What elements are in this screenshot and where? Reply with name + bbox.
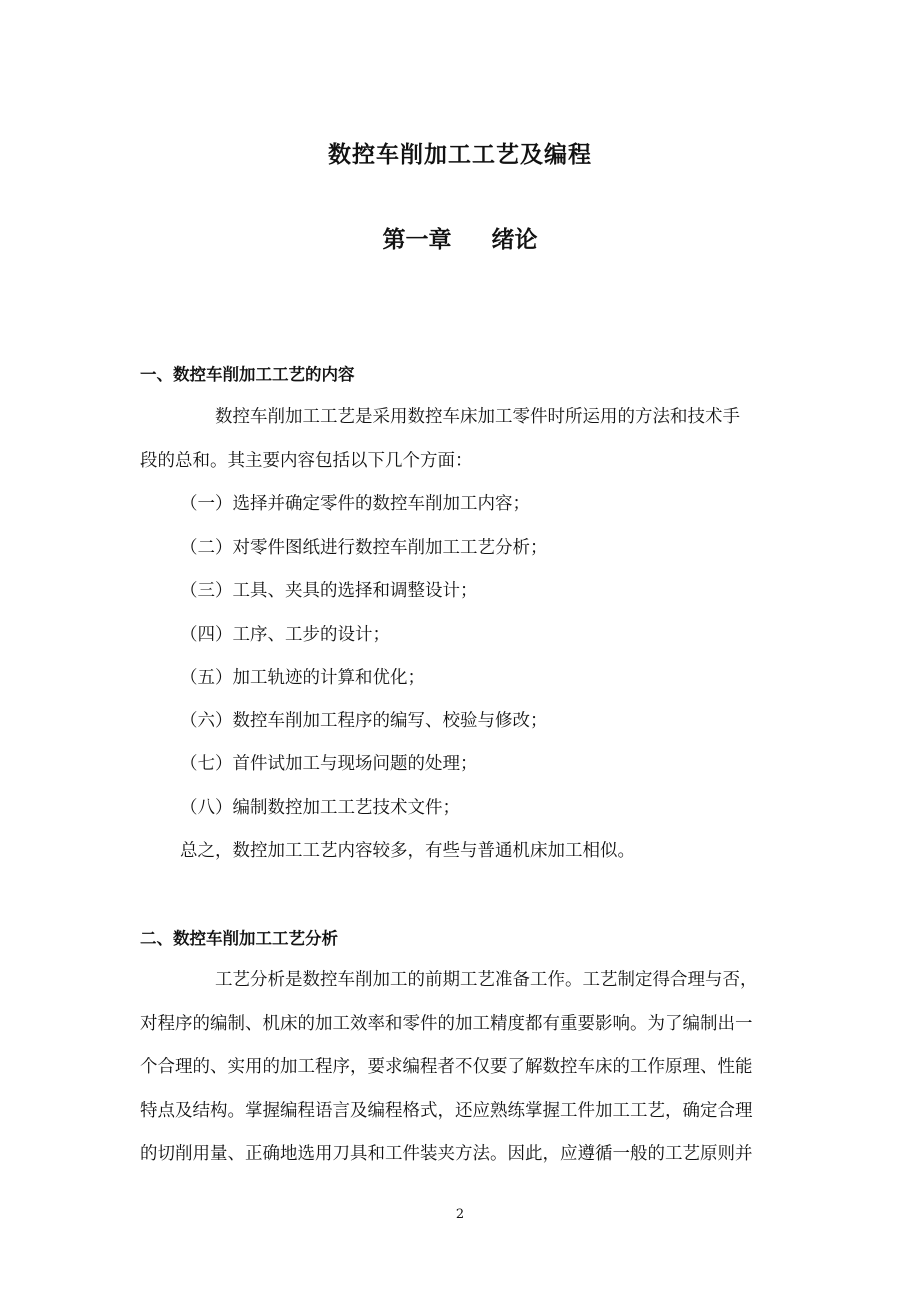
page-number: 2 — [455, 1207, 465, 1222]
paragraph-line: 的切削用量、正确地选用刀具和工件装夹方法。因此，应遵循一般的工艺原则并 — [140, 1144, 753, 1164]
document-title: 数控车削加工工艺及编程 — [328, 142, 592, 168]
paragraph-line: 工艺分析是数控车削加工的前期工艺准备工作。工艺制定得合理与否， — [215, 970, 758, 990]
list-item: （五）加工轨迹的计算和优化； — [180, 668, 425, 688]
list-item: （六）数控车削加工程序的编写、校验与修改； — [180, 711, 548, 731]
chapter-heading — [0, 221, 920, 254]
section-1-intro-line-2: 段的总和。其主要内容包括以下几个方面： — [140, 451, 473, 471]
chapter-number: 第一章 — [382, 227, 452, 253]
list-item: （二）对零件图纸进行数控车削加工工艺分析； — [180, 538, 548, 558]
paragraph-line: 个合理的、实用的加工程序，要求编程者不仅要了解数控车床的工作原理、性能 — [140, 1057, 753, 1077]
section-2-heading: 二、数控车削加工工艺分析 — [140, 929, 338, 948]
list-item: （三）工具、夹具的选择和调整设计； — [180, 581, 478, 601]
paragraph-line: 对程序的编制、机床的加工效率和零件的加工精度都有重要影响。为了编制出一 — [140, 1014, 753, 1034]
list-item: （一）选择并确定零件的数控车削加工内容； — [180, 494, 530, 514]
list-item: （四）工序、工步的设计； — [180, 625, 390, 645]
list-item: （七）首件试加工与现场问题的处理； — [180, 754, 478, 774]
chapter-name: 绪论 — [491, 227, 538, 253]
paragraph-line: 特点及结构。掌握编程语言及编程格式，还应熟练掌握工件加工工艺，确定合理 — [140, 1101, 753, 1121]
section-1-summary: 总之，数控加工工艺内容较多，有些与普通机床加工相似。 — [180, 841, 635, 861]
list-item: （八）编制数控加工工艺技术文件； — [180, 798, 460, 818]
section-1-intro-line-1: 数控车削加工工艺是采用数控车床加工零件时所运用的方法和技术手 — [215, 407, 740, 427]
section-1-heading: 一、数控车削加工工艺的内容 — [140, 365, 355, 384]
